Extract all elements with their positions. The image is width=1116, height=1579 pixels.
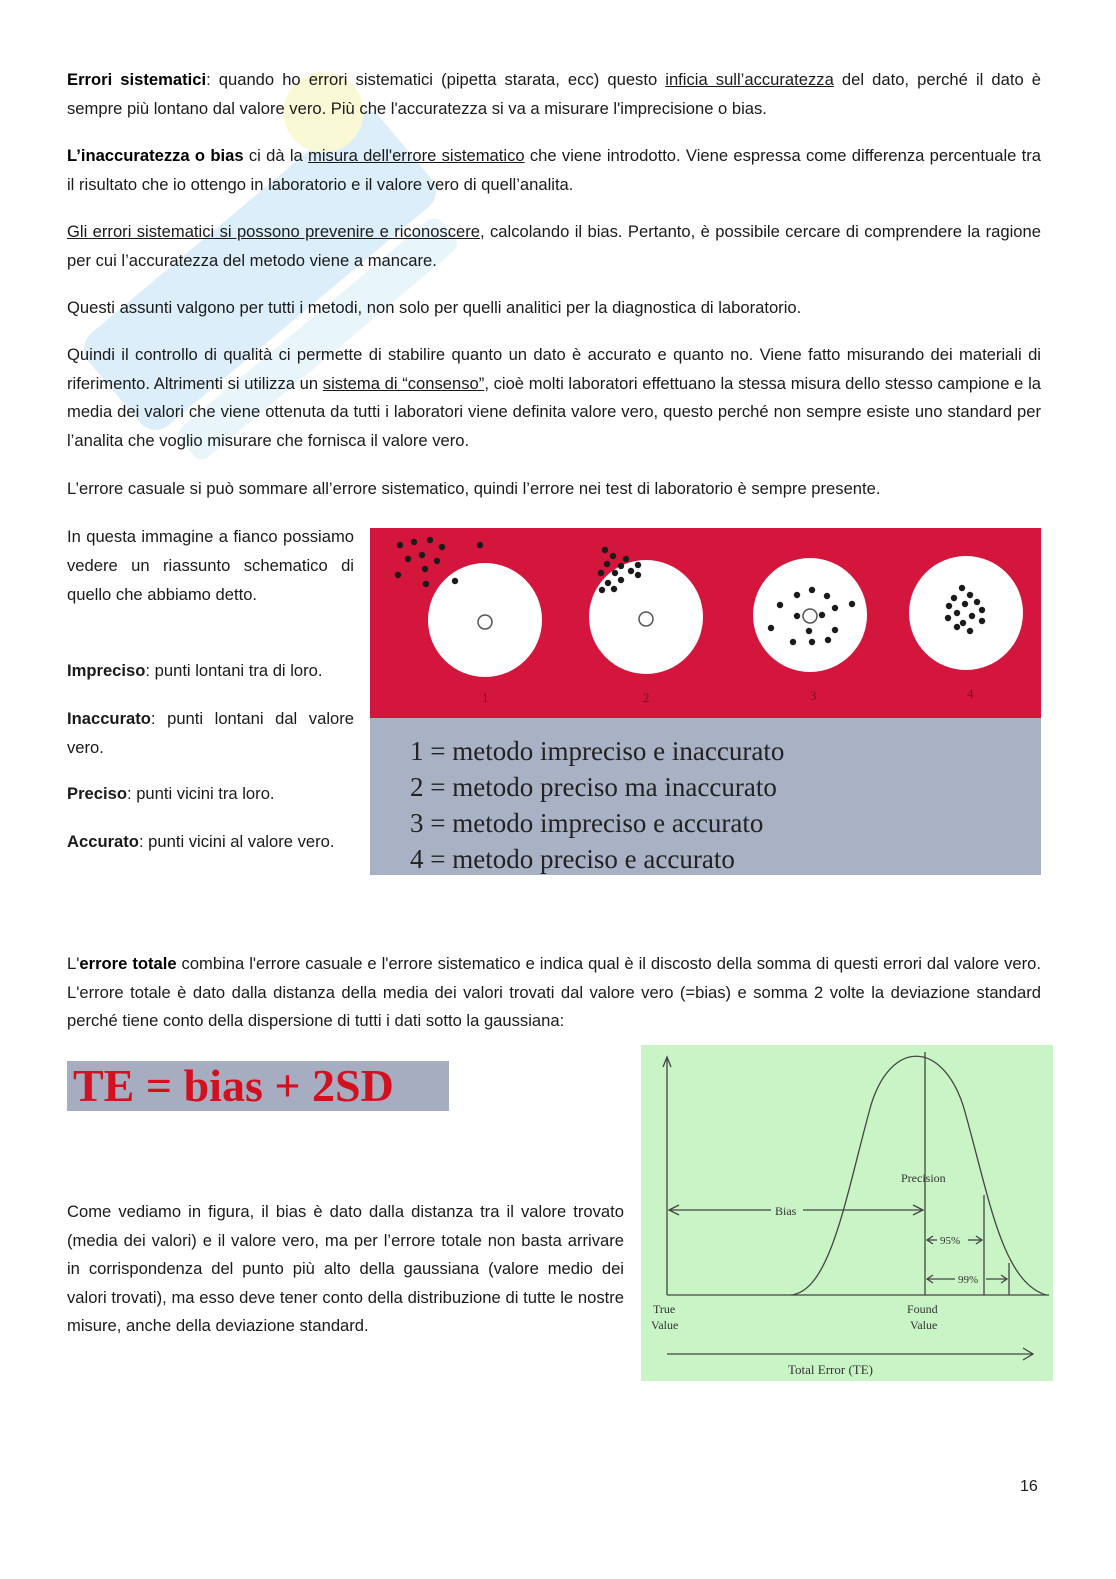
- figure-targets: [370, 528, 1041, 875]
- paragraph-errore-casuale: L’errore casuale si può sommare all’errore sistematico, quindi l’errore nei test di laboratorio è sempre presente.: [67, 479, 881, 498]
- underline-misura-errore: misura dell'errore sistematico: [308, 146, 525, 165]
- label-true-value: Value: [651, 1318, 679, 1332]
- paragraph-errore-totale: L'errore totale combina l'errore casuale e l'errore sistematico e indica qual è il discosto della somma di questi errori dal valore vero. L'errore totale è dato dalla distanza della media dei valori trovati dal valore vero (=bias) e somma 2 volte la deviazione standard perché tiene conto della dispersione di tutti i dati sotto la gaussiana:: [67, 954, 1041, 1030]
- paragraph-come-vediamo: Come vediamo in figura, il bias è dato dalla distanza tra il valore trovato (media dei valori) e il valore vero, ma per l’errore totale non basta arrivare in corrispondenza del punto più alto della gaussiana (valore medio dei valori trovati), ma esso deve tener conto della distribuzione di tutte le nostre misure, anche della deviazione standard.: [67, 1202, 624, 1335]
- targets-svg: [370, 528, 1041, 718]
- legend-line-1: 1 = metodo impreciso e inaccurato: [410, 736, 785, 766]
- label-found: Found: [907, 1302, 938, 1316]
- target-3: [753, 558, 867, 672]
- target-4-number: 4: [967, 686, 974, 701]
- targets-legend: [370, 718, 1041, 875]
- legend-line-3: 3 = metodo impreciso e accurato: [410, 808, 764, 838]
- target-3-number: 3: [810, 688, 817, 703]
- paragraph-prevenire: Gli errori sistematici si possono prevenire e riconoscere, calcolando il bias. Pertanto, è possibile cercare di comprendere la ragione per cui l’accuratezza del metodo viene a mancare.: [67, 222, 1041, 270]
- formula-text: TE = bias + 2SD: [73, 1060, 394, 1111]
- paragraph-errori-sistematici: Errori sistematici: quando ho errori sistematici (pipetta starata, ecc) questo inficia sull’accuratezza del dato, perché il dato è sempre più lontano dal valore vero. Più che l'accuratezza si va a misurare l'imprecisione o bias.: [67, 70, 1041, 118]
- figure-total-error: [641, 1045, 1053, 1381]
- target-2: [589, 560, 703, 674]
- label-bias: Bias: [775, 1204, 797, 1218]
- underline-prevenire: Gli errori sistematici si possono prevenire e riconoscere: [67, 222, 481, 241]
- side-item-impreciso: Impreciso: punti lontani tra di loro.: [67, 661, 323, 680]
- target-1: [428, 563, 542, 677]
- underline-consenso: sistema di “consenso”: [322, 373, 485, 393]
- label-found-value: Value: [910, 1318, 938, 1332]
- target-2-number: 2: [643, 690, 650, 705]
- total-error-svg: [641, 1045, 1053, 1381]
- label-precision: Precision: [901, 1171, 946, 1185]
- target-4: [909, 556, 1023, 670]
- side-item-accurato: Accurato: punti vicini al valore vero.: [67, 832, 335, 851]
- label-95: 95%: [940, 1235, 961, 1247]
- paragraph-controllo-qualita: Quindi il controllo di qualità ci permette di stabilire quanto un dato è accurato e quanto no. Viene fatto misurando dei materiali di riferimento. Altrimenti si utilizza un sistema di “consenso”, cioè molti laboratori effettuano la stessa misura dello stesso campione e la media dei valori che viene ottenuta da tutti i laboratori viene definita valore vero, questo perché non sempre esiste uno standard per l’analita che voglio misurare che fornisca il valore vero.: [67, 345, 1041, 450]
- formula-box: [67, 1061, 449, 1111]
- page-number: 16: [1020, 1478, 1038, 1495]
- term-inaccuratezza: L’inaccuratezza o bias: [67, 146, 244, 165]
- underline-accuratezza: inficia sull’accuratezza: [665, 70, 834, 89]
- paragraph-inaccuratezza: L’inaccuratezza o bias ci dà la misura dell'errore sistematico che viene introdotto. Viene espressa come differenza percentuale tra il risultato che io ottengo in laboratorio e il valore vero di quell’analita.: [67, 146, 1041, 194]
- paragraph-assunti: Questi assunti valgono per tutti i metodi, non solo per quelli analitici per la diagnostica di laboratorio.: [67, 298, 802, 317]
- legend-line-4: 4 = metodo preciso e accurato: [410, 844, 735, 874]
- term-errore-totale: errore totale: [79, 954, 177, 973]
- side-item-inaccurato: Inaccurato: punti lontani dal valore vero.: [67, 709, 354, 757]
- targets-panel: [370, 528, 1041, 718]
- side-intro: In questa immagine a fianco possiamo vedere un riassunto schematico di quello che abbiamo detto.: [67, 527, 354, 604]
- label-total-error: Total Error (TE): [788, 1362, 873, 1377]
- label-99: 99%: [958, 1274, 979, 1286]
- label-true: True: [653, 1302, 676, 1316]
- term-errori-sistematici: Errori sistematici: [67, 70, 207, 89]
- legend-line-2: 2 = metodo preciso ma inaccurato: [410, 772, 777, 802]
- side-item-preciso: Preciso: punti vicini tra loro.: [67, 784, 275, 803]
- target-1-number: 1: [482, 690, 489, 705]
